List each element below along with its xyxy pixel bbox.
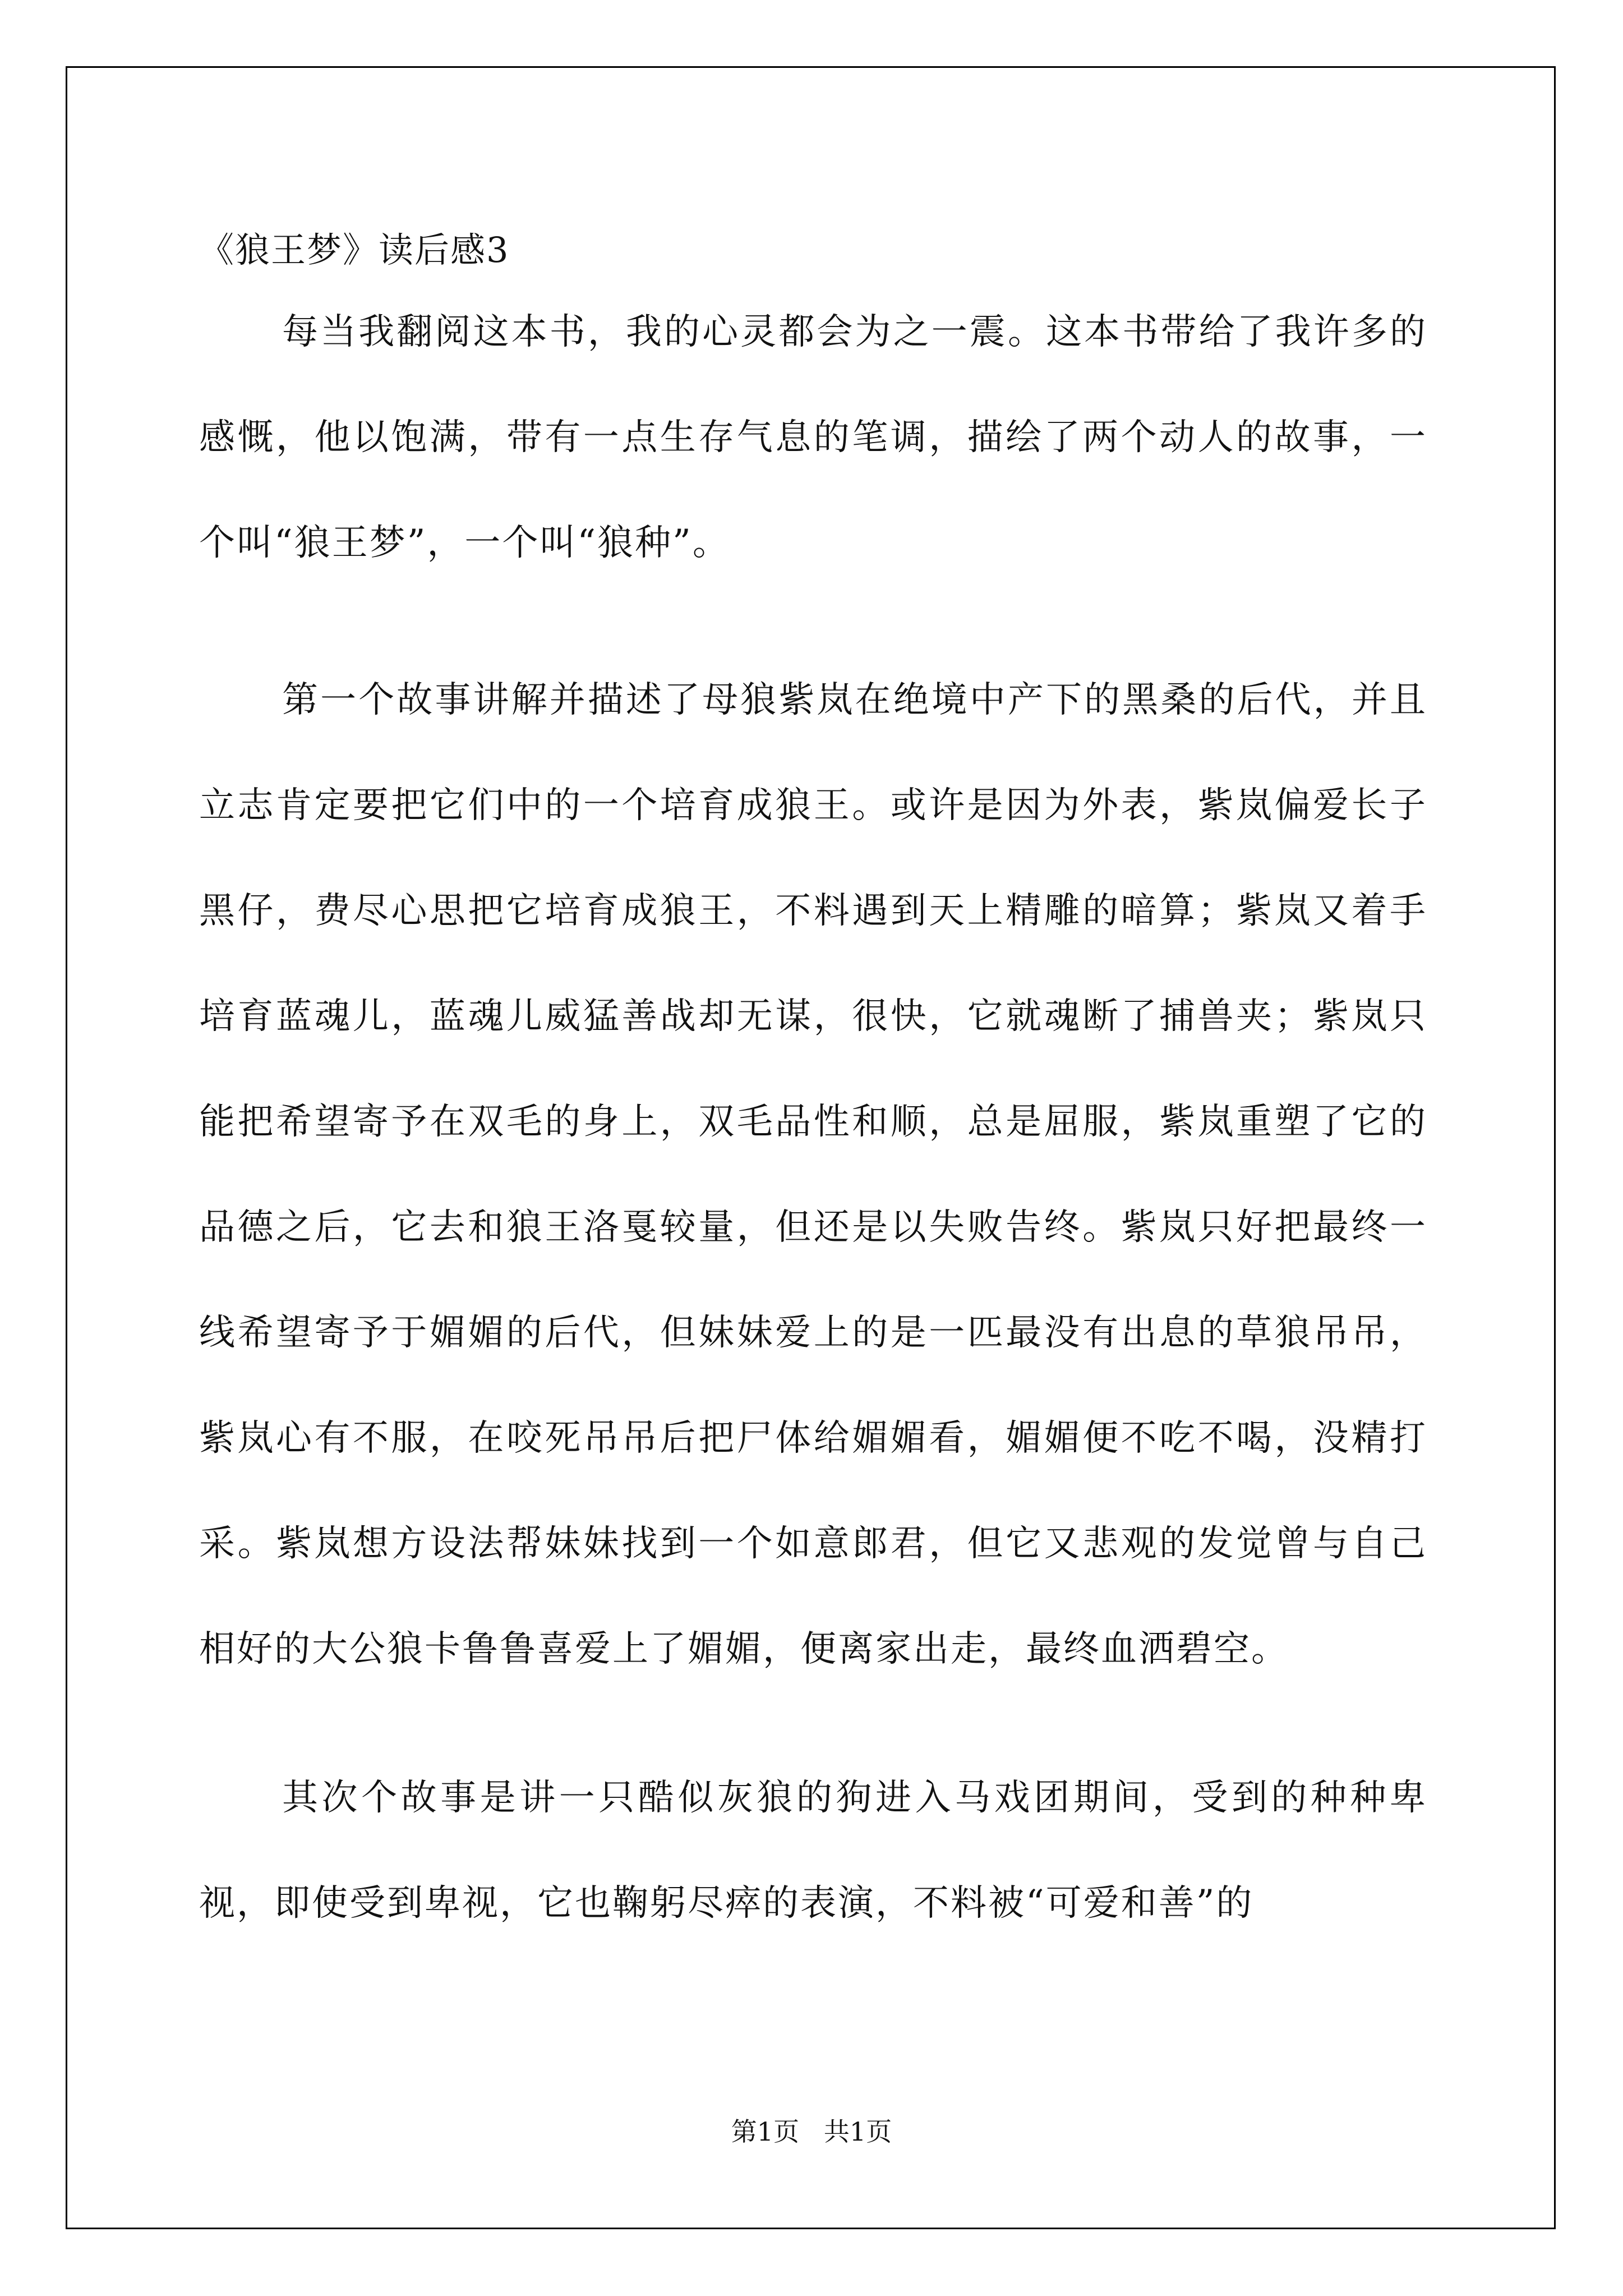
document-title: 《狼王梦》读后感3	[199, 229, 510, 270]
body-paragraph: 其次个故事是讲一只酷似灰狼的狗进入马戏团期间，受到的种种卑视，即使受到卑视，它也鞠躬尽瘁的表演，不料被“可爱和善”的	[199, 1777, 1427, 1924]
page-footer: 第1页 共1页	[731, 2116, 892, 2147]
body-paragraph: 每当我翻阅这本书，我的心灵都会为之一震。这本书带给了我许多的感慨，他以饱满，带有一点生存气息的笔调，描绘了两个动人的故事，一个叫“狼王梦”，一个叫“狼种”。	[199, 311, 1427, 564]
body-paragraph: 第一个故事讲解并描述了母狼紫岚在绝境中产下的黑桑的后代，并且立志肯定要把它们中的一个培育成狼王。或许是因为外表，紫岚偏爱长子黑仔，费尽心思把它培育成狼王，不料遇到天上精雕的暗算；紫岚又着手培育蓝魂儿，蓝魂儿威猛善战却无谋，很快，它就魂断了捕兽夹；紫岚只能把希望寄予在双毛的身上，双毛品性和顺，总是屈服，紫岚重塑了它的品德之后，它去和狼王洛戛较量，但还是以失败告终。紫岚只好把最终一线希望寄予于媚媚的后代，但妹妹爱上的是一匹最没有出息的草狼吊吊，紫岚心有不服，在咬死吊吊后把尸体给媚媚看，媚媚便不吃不喝，没精打采。紫岚想方设法帮妹妹找到一个如意郎君，但它又悲观的发觉曾与自己相好的大公狼卡鲁鲁喜爱上了媚媚，便离家出走，最终血洒碧空。	[199, 679, 1427, 1670]
